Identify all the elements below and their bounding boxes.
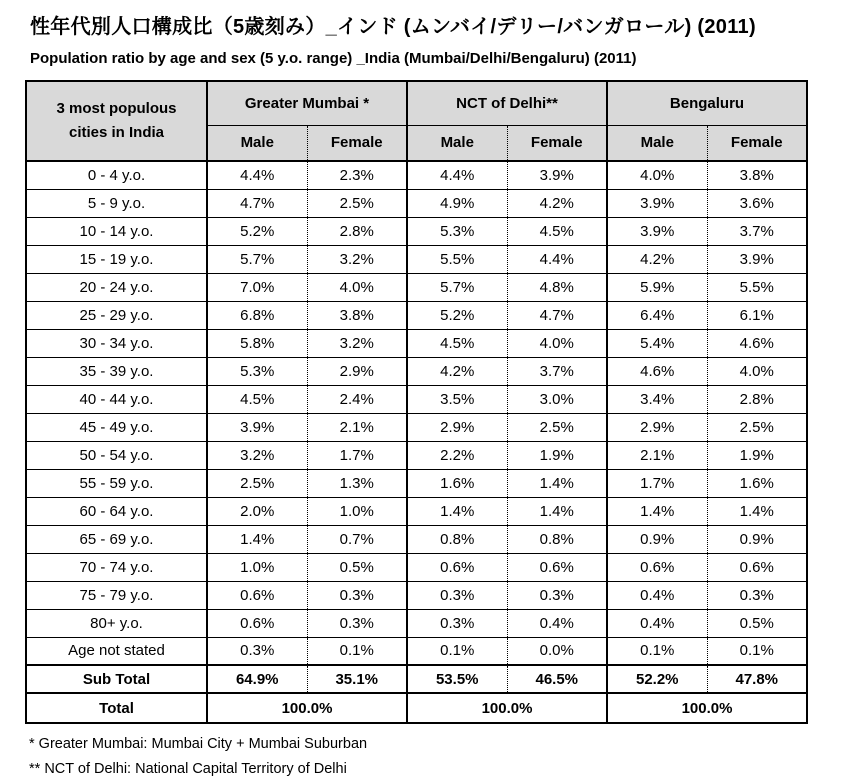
value-cell-bengaluru-male: 52.2%	[607, 665, 707, 693]
total-label: Total	[26, 693, 207, 723]
age-label: 35 - 39 y.o.	[26, 357, 207, 385]
table-row	[26, 637, 807, 665]
value-cell-bengaluru-male: 3.9%	[607, 189, 707, 217]
value-cell-mumbai-female: 0.3%	[307, 581, 407, 609]
value-cell-delhi-female: 46.5%	[507, 665, 607, 693]
value-cell-bengaluru-female: 1.6%	[707, 469, 807, 497]
value-cell-bengaluru-female: 0.9%	[707, 525, 807, 553]
value-cell-mumbai-female: 3.2%	[307, 245, 407, 273]
value-cell-delhi-female: 4.7%	[507, 301, 607, 329]
table-row	[26, 301, 807, 329]
page-title-japanese: 性年代別人口構成比（5歳刻み）_インド (ムンバイ/デリー/バンガロール) (2011)	[30, 16, 756, 38]
value-cell-delhi-male: 0.8%	[407, 525, 507, 553]
value-cell-mumbai-male: 4.7%	[207, 189, 307, 217]
age-label: 5 - 9 y.o.	[26, 189, 207, 217]
value-cell-mumbai-male: 0.6%	[207, 581, 307, 609]
value-cell-mumbai-male: 4.5%	[207, 385, 307, 413]
value-cell-delhi-female: 1.4%	[507, 497, 607, 525]
value-cell-delhi-male: 3.5%	[407, 385, 507, 413]
value-cell-mumbai-female: 35.1%	[307, 665, 407, 693]
age-label: 10 - 14 y.o.	[26, 217, 207, 245]
value-cell-bengaluru-female: 4.6%	[707, 329, 807, 357]
value-cell-mumbai-female: 2.3%	[307, 161, 407, 189]
value-cell-mumbai-female: 2.4%	[307, 385, 407, 413]
value-cell-delhi-male: 0.3%	[407, 609, 507, 637]
value-cell-delhi-male: 0.1%	[407, 637, 507, 665]
value-cell-delhi-male: 5.5%	[407, 245, 507, 273]
value-cell-bengaluru-male: 3.4%	[607, 385, 707, 413]
total-value-mumbai: 100.0%	[207, 693, 407, 723]
value-cell-mumbai-male: 2.5%	[207, 469, 307, 497]
table-row	[26, 385, 807, 413]
table-row	[26, 497, 807, 525]
age-label: 25 - 29 y.o.	[26, 301, 207, 329]
value-cell-delhi-female: 0.4%	[507, 609, 607, 637]
page-subtitle-english: Population ratio by age and sex (5 y.o. range) _India (Mumbai/Delhi/Bengaluru) (2011)	[30, 50, 637, 67]
value-cell-delhi-female: 4.8%	[507, 273, 607, 301]
value-cell-mumbai-female: 2.1%	[307, 413, 407, 441]
value-cell-bengaluru-male: 0.9%	[607, 525, 707, 553]
column-group-greater-mumbai: Greater Mumbai *	[207, 81, 407, 125]
table-row	[26, 469, 807, 497]
age-label: 45 - 49 y.o.	[26, 413, 207, 441]
table-row	[26, 245, 807, 273]
value-cell-bengaluru-male: 2.9%	[607, 413, 707, 441]
value-cell-mumbai-male: 7.0%	[207, 273, 307, 301]
value-cell-delhi-male: 4.2%	[407, 357, 507, 385]
value-cell-bengaluru-male: 0.6%	[607, 553, 707, 581]
column-header-delhi-male: Male	[407, 125, 507, 161]
table-row	[26, 665, 807, 693]
value-cell-mumbai-female: 2.8%	[307, 217, 407, 245]
table-row	[26, 553, 807, 581]
table-row	[26, 273, 807, 301]
value-cell-bengaluru-male: 0.4%	[607, 609, 707, 637]
age-label: 0 - 4 y.o.	[26, 161, 207, 189]
value-cell-bengaluru-female: 0.5%	[707, 609, 807, 637]
subtotal-label: Sub Total	[26, 665, 207, 693]
value-cell-delhi-male: 5.7%	[407, 273, 507, 301]
value-cell-bengaluru-female: 3.7%	[707, 217, 807, 245]
value-cell-bengaluru-female: 0.1%	[707, 637, 807, 665]
value-cell-delhi-male: 1.6%	[407, 469, 507, 497]
value-cell-delhi-male: 5.3%	[407, 217, 507, 245]
table-row	[26, 329, 807, 357]
value-cell-mumbai-female: 2.5%	[307, 189, 407, 217]
city-group-header-row	[26, 81, 807, 125]
value-cell-delhi-male: 53.5%	[407, 665, 507, 693]
corner-header-line1: 3 most populous	[56, 100, 177, 117]
table-header	[26, 81, 807, 161]
value-cell-bengaluru-male: 1.7%	[607, 469, 707, 497]
table-row	[26, 217, 807, 245]
value-cell-bengaluru-female: 5.5%	[707, 273, 807, 301]
corner-header-line2: cities in India	[68, 124, 165, 141]
age-label: 50 - 54 y.o.	[26, 441, 207, 469]
value-cell-mumbai-male: 3.9%	[207, 413, 307, 441]
value-cell-delhi-female: 1.9%	[507, 441, 607, 469]
age-label: 40 - 44 y.o.	[26, 385, 207, 413]
value-cell-mumbai-male: 1.0%	[207, 553, 307, 581]
value-cell-mumbai-male: 4.4%	[207, 161, 307, 189]
table-row	[26, 413, 807, 441]
value-cell-bengaluru-male: 4.2%	[607, 245, 707, 273]
age-label: 60 - 64 y.o.	[26, 497, 207, 525]
age-label: 65 - 69 y.o.	[26, 525, 207, 553]
value-cell-mumbai-female: 3.8%	[307, 301, 407, 329]
table-row	[26, 441, 807, 469]
column-header-mumbai-female: Female	[307, 125, 407, 161]
age-label: 30 - 34 y.o.	[26, 329, 207, 357]
value-cell-bengaluru-male: 1.4%	[607, 497, 707, 525]
value-cell-delhi-female: 0.6%	[507, 553, 607, 581]
age-label: 20 - 24 y.o.	[26, 273, 207, 301]
value-cell-bengaluru-female: 2.5%	[707, 413, 807, 441]
table-row	[26, 609, 807, 637]
value-cell-bengaluru-male: 0.4%	[607, 581, 707, 609]
value-cell-mumbai-male: 0.3%	[207, 637, 307, 665]
population-ratio-table	[25, 80, 808, 724]
value-cell-bengaluru-female: 0.6%	[707, 553, 807, 581]
value-cell-mumbai-female: 0.5%	[307, 553, 407, 581]
value-cell-mumbai-female: 1.0%	[307, 497, 407, 525]
value-cell-mumbai-female: 0.3%	[307, 609, 407, 637]
value-cell-mumbai-female: 0.7%	[307, 525, 407, 553]
age-label: Age not stated	[26, 637, 207, 665]
footnotes	[29, 736, 842, 777]
value-cell-bengaluru-male: 5.9%	[607, 273, 707, 301]
value-cell-delhi-male: 2.2%	[407, 441, 507, 469]
value-cell-mumbai-female: 1.7%	[307, 441, 407, 469]
value-cell-bengaluru-male: 0.1%	[607, 637, 707, 665]
table-row	[26, 581, 807, 609]
value-cell-mumbai-male: 3.2%	[207, 441, 307, 469]
value-cell-mumbai-male: 5.8%	[207, 329, 307, 357]
value-cell-mumbai-male: 5.2%	[207, 217, 307, 245]
column-header-delhi-female: Female	[507, 125, 607, 161]
table-row	[26, 161, 807, 189]
value-cell-mumbai-male: 0.6%	[207, 609, 307, 637]
table-row	[26, 525, 807, 553]
value-cell-mumbai-male: 1.4%	[207, 525, 307, 553]
value-cell-delhi-female: 3.9%	[507, 161, 607, 189]
column-header-bengaluru-female: Female	[707, 125, 807, 161]
value-cell-mumbai-female: 0.1%	[307, 637, 407, 665]
table-row	[26, 189, 807, 217]
value-cell-mumbai-female: 3.2%	[307, 329, 407, 357]
value-cell-bengaluru-female: 3.9%	[707, 245, 807, 273]
value-cell-mumbai-female: 4.0%	[307, 273, 407, 301]
value-cell-delhi-female: 3.7%	[507, 357, 607, 385]
age-label: 80+ y.o.	[26, 609, 207, 637]
column-group-nct-of-delhi: NCT of Delhi**	[407, 81, 607, 125]
age-label: 70 - 74 y.o.	[26, 553, 207, 581]
value-cell-mumbai-male: 64.9%	[207, 665, 307, 693]
column-header-mumbai-male: Male	[207, 125, 307, 161]
value-cell-delhi-male: 0.3%	[407, 581, 507, 609]
value-cell-bengaluru-female: 0.3%	[707, 581, 807, 609]
age-label: 15 - 19 y.o.	[26, 245, 207, 273]
value-cell-bengaluru-female: 4.0%	[707, 357, 807, 385]
value-cell-bengaluru-male: 5.4%	[607, 329, 707, 357]
value-cell-delhi-male: 1.4%	[407, 497, 507, 525]
value-cell-delhi-female: 4.2%	[507, 189, 607, 217]
total-row	[26, 693, 807, 723]
value-cell-mumbai-male: 5.7%	[207, 245, 307, 273]
table-body	[26, 161, 807, 723]
value-cell-delhi-female: 4.5%	[507, 217, 607, 245]
column-group-bengaluru: Bengaluru	[607, 81, 807, 125]
value-cell-bengaluru-female: 6.1%	[707, 301, 807, 329]
total-value-delhi: 100.0%	[407, 693, 607, 723]
age-label: 75 - 79 y.o.	[26, 581, 207, 609]
value-cell-bengaluru-female: 3.6%	[707, 189, 807, 217]
value-cell-delhi-female: 1.4%	[507, 469, 607, 497]
value-cell-delhi-female: 0.3%	[507, 581, 607, 609]
value-cell-mumbai-female: 1.3%	[307, 469, 407, 497]
value-cell-mumbai-male: 2.0%	[207, 497, 307, 525]
footnote-nct-of-delhi: ** NCT of Delhi: National Capital Territory of Delhi	[29, 761, 347, 777]
value-cell-bengaluru-male: 4.6%	[607, 357, 707, 385]
value-cell-delhi-female: 0.8%	[507, 525, 607, 553]
total-value-bengaluru: 100.0%	[607, 693, 807, 723]
value-cell-delhi-female: 0.0%	[507, 637, 607, 665]
value-cell-bengaluru-male: 6.4%	[607, 301, 707, 329]
value-cell-delhi-male: 0.6%	[407, 553, 507, 581]
value-cell-bengaluru-female: 3.8%	[707, 161, 807, 189]
value-cell-mumbai-male: 6.8%	[207, 301, 307, 329]
age-label: 55 - 59 y.o.	[26, 469, 207, 497]
table-row	[26, 357, 807, 385]
value-cell-bengaluru-male: 2.1%	[607, 441, 707, 469]
value-cell-bengaluru-female: 1.9%	[707, 441, 807, 469]
value-cell-delhi-male: 4.4%	[407, 161, 507, 189]
value-cell-mumbai-male: 5.3%	[207, 357, 307, 385]
column-header-bengaluru-male: Male	[607, 125, 707, 161]
value-cell-delhi-male: 5.2%	[407, 301, 507, 329]
value-cell-bengaluru-female: 2.8%	[707, 385, 807, 413]
value-cell-delhi-female: 3.0%	[507, 385, 607, 413]
value-cell-delhi-female: 4.0%	[507, 329, 607, 357]
footnote-greater-mumbai: * Greater Mumbai: Mumbai City + Mumbai Suburban	[29, 736, 368, 752]
value-cell-bengaluru-female: 47.8%	[707, 665, 807, 693]
value-cell-delhi-male: 4.9%	[407, 189, 507, 217]
value-cell-delhi-male: 4.5%	[407, 329, 507, 357]
value-cell-bengaluru-male: 3.9%	[607, 217, 707, 245]
value-cell-bengaluru-male: 4.0%	[607, 161, 707, 189]
value-cell-delhi-female: 2.5%	[507, 413, 607, 441]
value-cell-mumbai-female: 2.9%	[307, 357, 407, 385]
corner-header-cell	[26, 81, 207, 161]
value-cell-delhi-female: 4.4%	[507, 245, 607, 273]
value-cell-delhi-male: 2.9%	[407, 413, 507, 441]
value-cell-bengaluru-female: 1.4%	[707, 497, 807, 525]
